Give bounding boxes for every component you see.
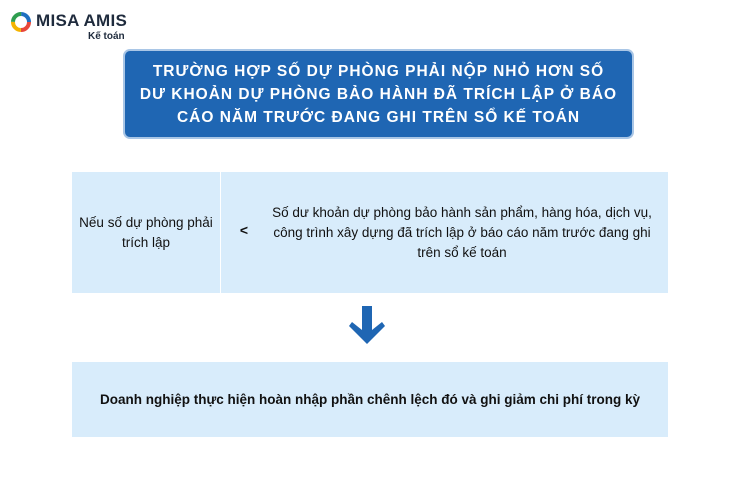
brand-subtitle: Kế toán xyxy=(88,31,125,42)
condition-box xyxy=(72,172,668,293)
header-title: TRƯỜNG HỢP SỐ DỰ PHÒNG PHẢI NỘP NHỎ HƠN SỐ DƯ KHOẢN DỰ PHÒNG BẢO HÀNH ĐÃ TRÍCH LẬP Ở BÁO CÁO NĂM TRƯỚC ĐANG GHI TRÊN SỔ KẾ TOÁN xyxy=(139,62,618,126)
header-box xyxy=(125,51,632,137)
condition-divider xyxy=(220,172,221,293)
result-box xyxy=(72,362,668,437)
misa-ring-icon xyxy=(10,11,32,33)
brand-name: MISA AMIS xyxy=(36,11,128,30)
condition-left-text: Nếu số dự phòng phải trích lập xyxy=(79,214,213,250)
condition-right-text: Số dư khoản dự phòng bảo hành sản phẩm, hàng hóa, dịch vụ, công trình xây dựng đã trích lập ở báo cáo năm trước đang ghi trên sổ kế toán xyxy=(272,204,652,260)
result-text: Doanh nghiệp thực hiện hoàn nhập phần chênh lệch đó và ghi giảm chi phí trong kỳ xyxy=(99,391,641,407)
arrow-down-icon xyxy=(349,306,385,350)
brand-logo xyxy=(10,10,140,44)
condition-operator: < xyxy=(239,222,249,238)
